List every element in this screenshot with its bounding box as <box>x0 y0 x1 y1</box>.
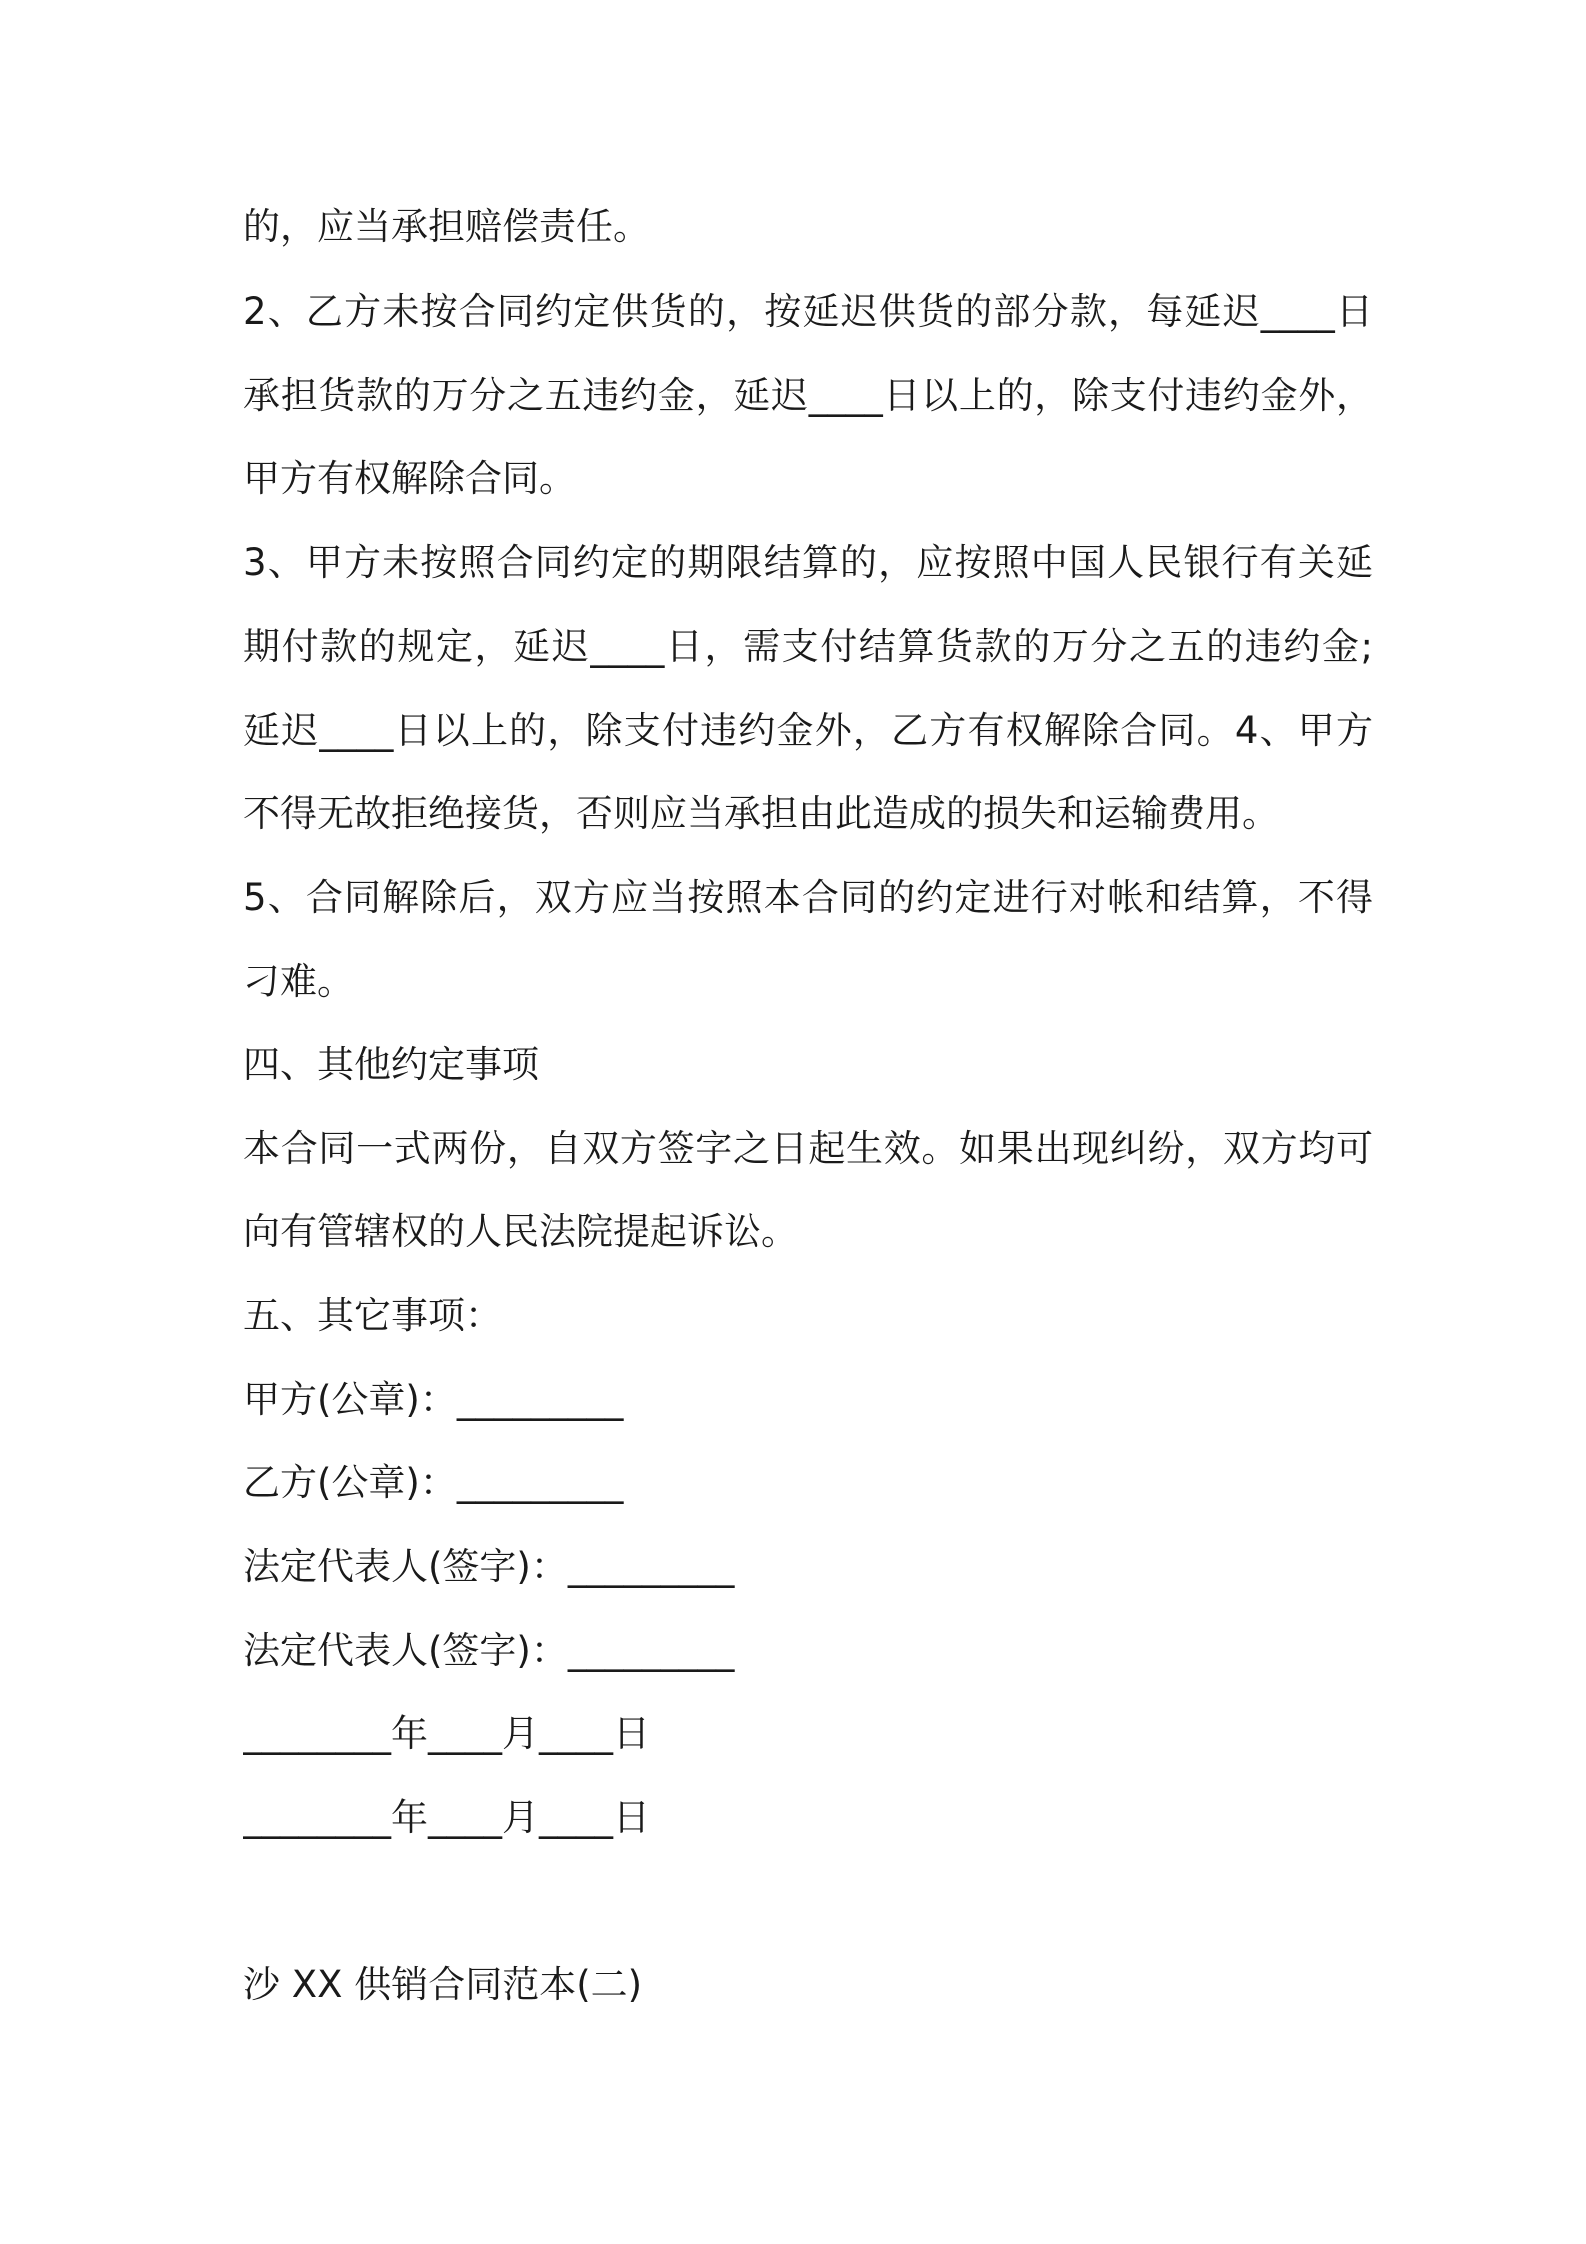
legal-rep-signature-field: 法定代表人(签字)：_________ <box>243 1545 735 1588</box>
legal-rep-signature-field: 法定代表人(签字)：_________ <box>243 1629 735 1672</box>
date-field: ________年____月____日 <box>243 1796 650 1839</box>
clause-2-line: 甲方有权解除合同。 <box>243 457 576 500</box>
clause-5-line: 5、合同解除后，双方应当按照本合同的约定进行对帐和结算，不得 <box>243 876 1373 919</box>
clause-3-line: 3、甲方未按照合同约定的期限结算的，应按照中国人民银行有关延 <box>243 541 1373 584</box>
clause-3-line: 延迟____日以上的，除支付违约金外，乙方有权解除合同。4、甲方 <box>243 709 1373 752</box>
text-line: 的，应当承担赔偿责任。 <box>243 205 650 248</box>
clause-2-line: 承担货款的万分之五违约金，延迟____日以上的，除支付违约金外， <box>243 374 1373 417</box>
clause-3-line: 期付款的规定，延迟____日，需支付结算货款的万分之五的违约金; <box>243 625 1373 668</box>
party-a-seal-field: 甲方(公章)：_________ <box>243 1378 624 1421</box>
party-b-seal-field: 乙方(公章)：_________ <box>243 1461 624 1504</box>
clause-5-line: 刁难。 <box>243 960 354 1003</box>
section-4-text: 本合同一式两份，自双方签字之日起生效。如果出现纠纷，双方均可 <box>243 1127 1373 1170</box>
clause-4-line: 不得无故拒绝接货，否则应当承担由此造成的损失和运输费用。 <box>243 792 1279 835</box>
clause-2-line: 2、乙方未按合同约定供货的，按延迟供货的部分款，每延迟____日 <box>243 290 1373 333</box>
section-heading: 五、其它事项： <box>243 1294 502 1337</box>
section-4-text: 向有管辖权的人民法院提起诉讼。 <box>243 1210 798 1253</box>
date-field: ________年____月____日 <box>243 1712 650 1755</box>
section-heading: 四、其他约定事项 <box>243 1043 539 1086</box>
document-title: 沙 XX 供销合同范本(二) <box>243 1963 643 2006</box>
